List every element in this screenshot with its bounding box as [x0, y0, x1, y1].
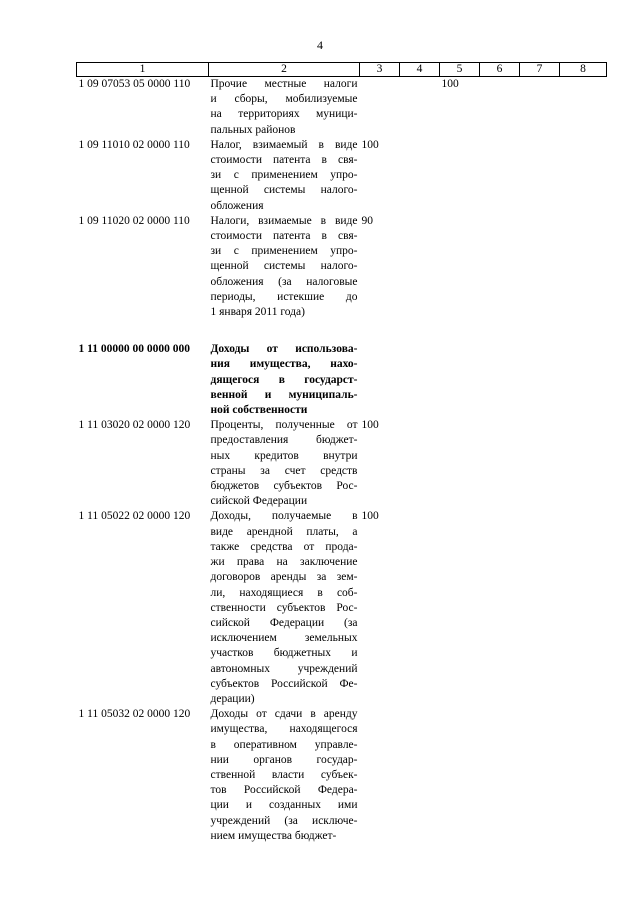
description-line: Доходы от сдачи в аренду: [210, 708, 358, 721]
header-col-7: 7: [520, 63, 560, 77]
description-line: субъектов Российской Фе-: [210, 677, 358, 690]
description-line: дящегося в государст-: [210, 373, 358, 386]
description-cell: [209, 77, 360, 138]
description-line: ной собственности: [210, 404, 308, 417]
value-cell-col-5: [440, 138, 480, 214]
table-row: [77, 77, 607, 138]
value-cell-col-5: [440, 214, 480, 320]
value-cell-col-8: [560, 707, 607, 844]
description-line: венной и муниципаль-: [210, 388, 358, 401]
description-line: участков бюджетных и: [210, 647, 358, 660]
description-cell: [209, 707, 360, 844]
description-line: Налог, взимаемый в виде: [210, 138, 358, 151]
value-cell-col-8: [560, 418, 607, 509]
value-cell-col-7: [520, 138, 560, 214]
header-col-3: 3: [360, 63, 400, 77]
description-line: на территориях муници-: [210, 108, 358, 121]
row-spacer: [77, 320, 607, 342]
value-cell-col-4: [400, 138, 440, 214]
value-cell-col-3: [360, 707, 400, 844]
description-line: обложения: [210, 199, 264, 212]
description-line: сийской Федерации: [210, 495, 308, 508]
description-line: 1 января 2011 года): [210, 306, 305, 319]
value-cell-col-7: [520, 214, 560, 320]
description-line: ных кредитов внутри: [210, 449, 358, 462]
table-row: [77, 214, 607, 320]
value-cell-col-5: 100: [441, 78, 459, 90]
value-cell-col-3: 90: [361, 214, 373, 227]
value-cell-col-7: [520, 77, 560, 138]
table-row: [77, 342, 607, 418]
value-cell-col-4: [400, 418, 440, 509]
description-line: договоров аренды за зем-: [210, 571, 358, 584]
description-line: щенной системы налого-: [210, 260, 358, 273]
description-line: пальных районов: [210, 123, 296, 136]
description-line: стоимости патента в свя-: [210, 154, 358, 167]
table-row: [77, 138, 607, 214]
spacer-cell: [77, 320, 607, 342]
description-line: ственной власти субъек-: [210, 768, 358, 781]
header-col-2: 2: [209, 63, 360, 77]
value-cell-col-8: [560, 509, 607, 707]
description-line: щенной системы налого-: [210, 184, 358, 197]
budget-code-cell: 1 09 11010 02 0000 110: [78, 138, 190, 151]
value-cell-col-6: [480, 418, 520, 509]
page-number: 4: [317, 38, 323, 52]
description-line: учреждений (за исключе-: [210, 814, 358, 827]
value-cell-col-7: [520, 509, 560, 707]
value-cell-col-6: [480, 214, 520, 320]
description-line: ственности субъектов Рос-: [210, 601, 358, 614]
description-line: зи с применением упро-: [210, 169, 358, 182]
description-line: исключением земельных: [210, 632, 358, 645]
budget-code-cell: 1 11 05032 02 0000 120: [78, 708, 191, 721]
value-cell-col-3: [360, 77, 400, 138]
value-cell-col-7: [520, 342, 560, 418]
value-cell-col-8: [560, 138, 607, 214]
description-line: Налоги, взимаемые в виде: [210, 214, 358, 227]
description-line: Прочие местные налоги: [210, 78, 358, 90]
value-cell-col-6: [480, 342, 520, 418]
description-line: ли, находящиеся в соб-: [210, 586, 358, 599]
description-cell: [209, 214, 360, 320]
description-line: ции и созданных ими: [210, 799, 358, 812]
description-line: также средства от прода-: [210, 540, 358, 553]
value-cell-col-5: [440, 509, 480, 707]
value-cell-col-7: [520, 418, 560, 509]
description-line: обложения (за налоговые: [210, 275, 358, 288]
header-col-5: 5: [440, 63, 480, 77]
budget-code-cell: 1 11 05022 02 0000 120: [78, 510, 191, 523]
description-line: страны за счет средств: [210, 464, 358, 477]
value-cell-col-6: [480, 77, 520, 138]
table-row: [77, 418, 607, 509]
header-col-1: 1: [77, 63, 209, 77]
table-row: [77, 707, 607, 844]
description-line: Проценты, полученные от: [210, 419, 358, 432]
value-cell-col-4: [400, 509, 440, 707]
description-line: тов Российской Федера-: [210, 784, 358, 797]
description-line: сийской Федерации (за: [210, 616, 358, 629]
budget-code-cell: 1 11 03020 02 0000 120: [78, 419, 191, 432]
value-cell-col-3: 100: [361, 510, 379, 523]
description-cell: [209, 418, 360, 509]
description-line: в оперативном управле-: [210, 738, 358, 751]
description-line: бюджетов субъектов Рос-: [210, 480, 358, 493]
description-cell: [209, 138, 360, 214]
description-line: жи права на заключение: [210, 556, 358, 569]
description-line: Доходы, получаемые в: [210, 510, 358, 523]
table-row: [77, 509, 607, 707]
value-cell-col-3: 100: [361, 138, 379, 151]
income-table: [76, 62, 607, 844]
description-cell: [209, 509, 360, 707]
description-line: зи с применением упро-: [210, 245, 358, 258]
value-cell-col-7: [520, 707, 560, 844]
description-line: периоды, истекшие до: [210, 290, 358, 303]
budget-code-cell: 1 09 07053 05 0000 110: [78, 78, 191, 90]
value-cell-col-5: [440, 418, 480, 509]
table-body: [77, 77, 607, 844]
description-line: автономных учреждений: [210, 662, 358, 675]
value-cell-col-4: [400, 214, 440, 320]
description-line: и сборы, мобилизуемые: [210, 93, 358, 106]
description-line: нием имущества бюджет-: [210, 829, 337, 842]
header-col-4: 4: [400, 63, 440, 77]
value-cell-col-5: [440, 342, 480, 418]
value-cell-col-8: [560, 214, 607, 320]
description-line: Доходы от использова-: [210, 343, 358, 356]
description-line: дерации): [210, 692, 255, 705]
budget-code-cell: 1 09 11020 02 0000 110: [78, 214, 190, 227]
value-cell-col-8: [560, 77, 607, 138]
value-cell-col-6: [480, 138, 520, 214]
budget-code-cell: 1 11 00000 00 0000 000: [78, 343, 190, 356]
description-line: виде арендной платы, а: [210, 525, 358, 538]
description-line: нии органов государ-: [210, 753, 358, 766]
value-cell-col-5: [440, 707, 480, 844]
description-line: имущества, находящегося: [210, 723, 358, 736]
description-line: стоимости патента в свя-: [210, 230, 358, 243]
header-col-6: 6: [480, 63, 520, 77]
header-col-8: 8: [560, 63, 607, 77]
value-cell-col-4: [400, 342, 440, 418]
table-header: [77, 63, 607, 77]
value-cell-col-8: [560, 342, 607, 418]
value-cell-col-3: [360, 342, 400, 418]
description-line: ния имущества, нахо-: [210, 358, 358, 371]
description-line: предоставления бюджет-: [210, 434, 358, 447]
value-cell-col-4: [400, 77, 440, 138]
description-cell: [209, 342, 360, 418]
value-cell-col-4: [400, 707, 440, 844]
value-cell-col-6: [480, 509, 520, 707]
value-cell-col-3: 100: [361, 419, 379, 432]
value-cell-col-6: [480, 707, 520, 844]
